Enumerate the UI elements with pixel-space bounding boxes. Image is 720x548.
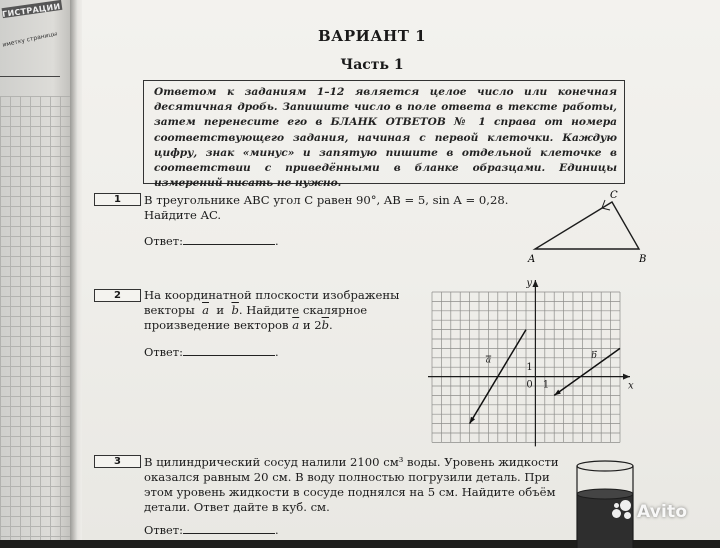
task-2-vectors-word: векторы [144, 303, 195, 317]
y-axis-label: y [526, 278, 533, 289]
y-unit-label: 1 [526, 362, 533, 374]
x-axis-label: x [628, 380, 634, 392]
origin-label: 0 [526, 379, 533, 391]
task-1-answer[interactable] [144, 233, 279, 248]
part-heading: Часть 1 [340, 57, 404, 73]
task-1-triangle-figure [522, 188, 662, 266]
vector-a-symbol-2: $\overline{a}$ [292, 318, 300, 332]
instructions-box [143, 80, 625, 190]
task-3-line-4: детали. Ответ дайте в куб. см. [144, 500, 330, 514]
task-3-answer-end: . [274, 523, 279, 537]
avito-watermark [612, 500, 687, 522]
task-2-coordinate-grid [424, 272, 634, 452]
left-page-header: ГИСТРАЦИИ [1, 1, 62, 20]
task-2-number: 2 [94, 289, 141, 302]
left-page-rule [0, 76, 60, 77]
task-1-answer-field[interactable] [183, 233, 275, 245]
vertex-a-label: A [528, 254, 536, 265]
task-2-answer[interactable] [144, 344, 279, 359]
task-2-line-2 [144, 303, 406, 318]
left-page-grid [0, 96, 70, 540]
task-3-answer-field[interactable] [183, 522, 275, 534]
vector-b-symbol: $\overline{b}$ [231, 303, 239, 317]
vector-b-symbol-2: $\overline{b}$ [321, 318, 330, 332]
task-2-line-2-post: . Найдите скалярное [238, 303, 368, 317]
task-2-line-3 [144, 318, 406, 333]
task-1-line-1: В треугольнике ABC угол C равен 90°, AB = 5, sin A = 0,28. [144, 193, 509, 207]
task-2-text [144, 288, 406, 333]
y-axis-arrow [532, 280, 538, 287]
x-axis-arrow [623, 374, 630, 380]
vertex-b-label: B [639, 254, 647, 265]
task-3-text [144, 455, 559, 515]
page-title: ВАРИАНТ 1 [317, 27, 427, 45]
vector-b-label: b [591, 350, 597, 361]
x-unit-label: 1 [542, 379, 550, 391]
task-1-text [144, 193, 524, 223]
exam-page [82, 0, 720, 540]
vector-a-label: a [485, 355, 492, 366]
task-1-number: 1 [94, 193, 141, 206]
task-2-answer-label: Ответ: [144, 345, 183, 359]
liquid-surface [577, 489, 633, 499]
task-2-answer-field[interactable] [183, 344, 275, 356]
task-3-line-2: оказался равным 20 см. В воду полностью погрузили деталь. При [144, 470, 550, 484]
triangle-shape [535, 202, 639, 249]
task-2-answer-end: . [274, 345, 279, 359]
task-3-number: 3 [94, 455, 141, 468]
left-page-subheader: иметку страницы [1, 30, 58, 49]
task-1-answer-end: . [274, 234, 279, 248]
left-page [0, 0, 76, 540]
task-2-and-2: и 2 [302, 318, 322, 332]
avito-watermark-text: Avito [637, 502, 688, 522]
vector-a-arrowhead [470, 417, 475, 424]
task-2-and: и [216, 303, 225, 317]
instructions-text: Ответом к заданиям 1–12 является целое число или конечная десятичная дробь. Запишите число в поле ответа в тексте работы, затем перенесите его в БЛАНК ОТВЕТОВ № 1 справа от номера соответствующего задания, начиная с первой клеточки. Каждую цифру, знак «минус» и запятую пишите в отдельной клеточке в соответствии с приведёнными в бланке образцами. Единицы измерений писать не нужно. [154, 86, 617, 190]
avito-logo-icon [612, 500, 634, 520]
task-3-line-1: В цилиндрический сосуд налили 2100 см³ воды. Уровень жидкости [144, 455, 559, 469]
task-1-answer-label: Ответ: [144, 234, 183, 248]
task-3-answer-label: Ответ: [144, 523, 183, 537]
cylinder-top [577, 461, 633, 471]
vertex-c-label: C [610, 190, 618, 201]
task-1-line-2: Найдите AC. [144, 208, 222, 222]
task-3-line-3: этом уровень жидкости в сосуде поднялся на 5 см. Найдите объём [144, 485, 556, 499]
task-2-line-3-end: . [329, 318, 333, 332]
task-3-answer[interactable] [144, 522, 279, 537]
vector-a-symbol: $\overline{a}$ [202, 303, 209, 317]
vector-b [554, 348, 620, 395]
task-2-line-1: На координатной плоскости изображены [144, 288, 400, 302]
task-2-line-3-pre: произведение векторов [144, 318, 289, 332]
